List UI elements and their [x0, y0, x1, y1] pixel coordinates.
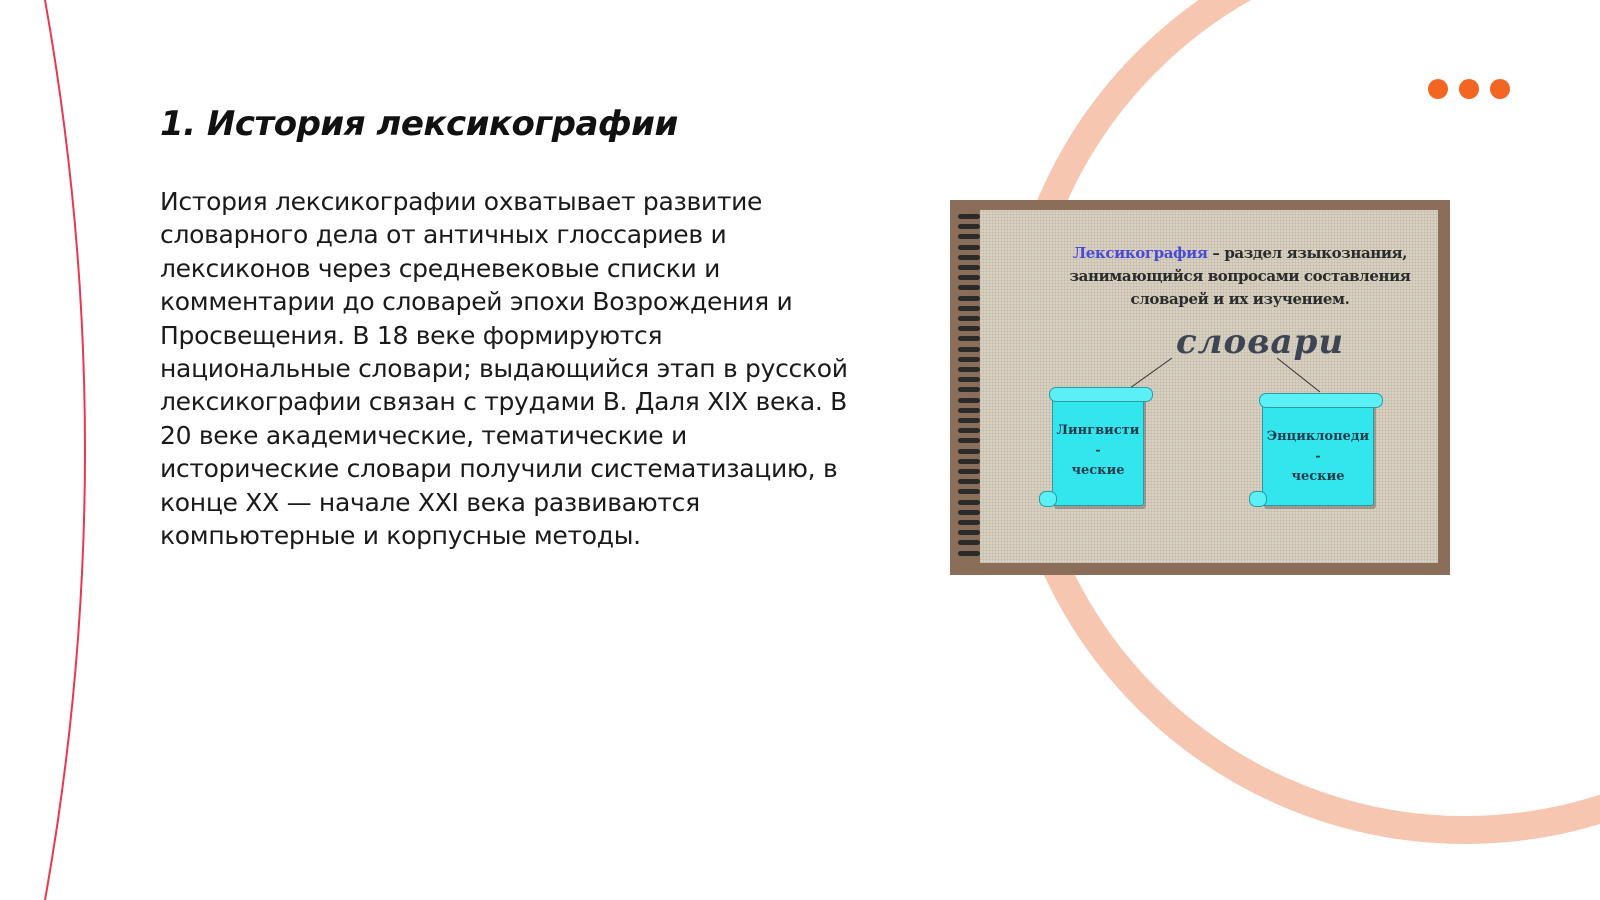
- encyclopedic-scroll-label: Энциклопеди - ческие: [1266, 429, 1370, 484]
- spiral-coil: [958, 357, 980, 362]
- spiral-coil: [958, 489, 980, 494]
- lexicography-illustration: [950, 200, 1450, 575]
- menu-dots: [1428, 79, 1510, 99]
- linguistic-scroll-label: Лингвисти - ческие: [1056, 423, 1140, 478]
- spiral-coil: [958, 347, 980, 352]
- scroll-roll-icon: [1049, 387, 1153, 402]
- spiral-coil: [958, 449, 980, 454]
- spiral-coil: [958, 438, 980, 443]
- spiral-coil: [958, 265, 980, 270]
- dot-icon: [1490, 79, 1510, 99]
- scroll-roll-icon: [1259, 393, 1383, 408]
- spiral-coil: [958, 551, 980, 556]
- spiral-coil: [958, 296, 980, 301]
- spiral-coil: [958, 285, 980, 290]
- spiral-coil: [958, 500, 980, 505]
- dot-icon: [1428, 79, 1448, 99]
- spiral-coil: [958, 408, 980, 413]
- spiral-coil: [958, 336, 980, 341]
- spiral-coil: [958, 245, 980, 250]
- spiral-coil: [958, 469, 980, 474]
- definition-term: Лексикография: [1072, 244, 1208, 262]
- spiral-coil: [958, 377, 980, 382]
- linguistic-scroll: [1052, 394, 1144, 506]
- spiral-coil: [958, 540, 980, 545]
- spiral-coil: [958, 234, 980, 239]
- spiral-coil: [958, 255, 980, 260]
- notebook-spiral-icon: [958, 214, 980, 559]
- spiral-coil: [958, 326, 980, 331]
- spiral-coil: [958, 316, 980, 321]
- dictionaries-heading: словари: [1175, 322, 1345, 362]
- encyclopedic-scroll: [1262, 400, 1374, 506]
- spiral-coil: [958, 459, 980, 464]
- spiral-coil: [958, 428, 980, 433]
- left-curve-line: [45, 0, 85, 900]
- connector-lines: [980, 210, 1438, 563]
- spiral-coil: [958, 479, 980, 484]
- slide-body-text: История лексикографии охватывает развитие словарного дела от античных глоссариев и лексиконов через средневековые списки и комментарии до словарей эпохи Возрождения и Просвещения. В 18 веке формируются национальные словари; выдающийся этап в русской лексикографии связан с трудами В. Даля XIX века. В 20 веке академические, тематические и исторические словари получили систематизацию, в конце XX — начале XXI века развиваются компьютерные и корпусные методы.: [160, 187, 848, 551]
- scroll-roll-icon: [1249, 491, 1267, 507]
- spiral-coil: [958, 367, 980, 372]
- spiral-coil: [958, 387, 980, 392]
- definition-rest: – раздел языкознания, занимающийся вопросами составления словарей и их изучением.: [1069, 244, 1411, 308]
- spiral-coil: [958, 510, 980, 515]
- spiral-coil: [958, 418, 980, 423]
- spiral-coil: [958, 214, 980, 219]
- spiral-coil: [958, 306, 980, 311]
- notebook-page: [980, 210, 1438, 563]
- spiral-coil: [958, 224, 980, 229]
- spiral-coil: [958, 520, 980, 525]
- spiral-coil: [958, 530, 980, 535]
- dot-icon: [1459, 79, 1479, 99]
- spiral-coil: [958, 275, 980, 280]
- scroll-roll-icon: [1039, 491, 1057, 507]
- spiral-coil: [958, 398, 980, 403]
- slide-title: 1. История лексикографии: [160, 104, 678, 144]
